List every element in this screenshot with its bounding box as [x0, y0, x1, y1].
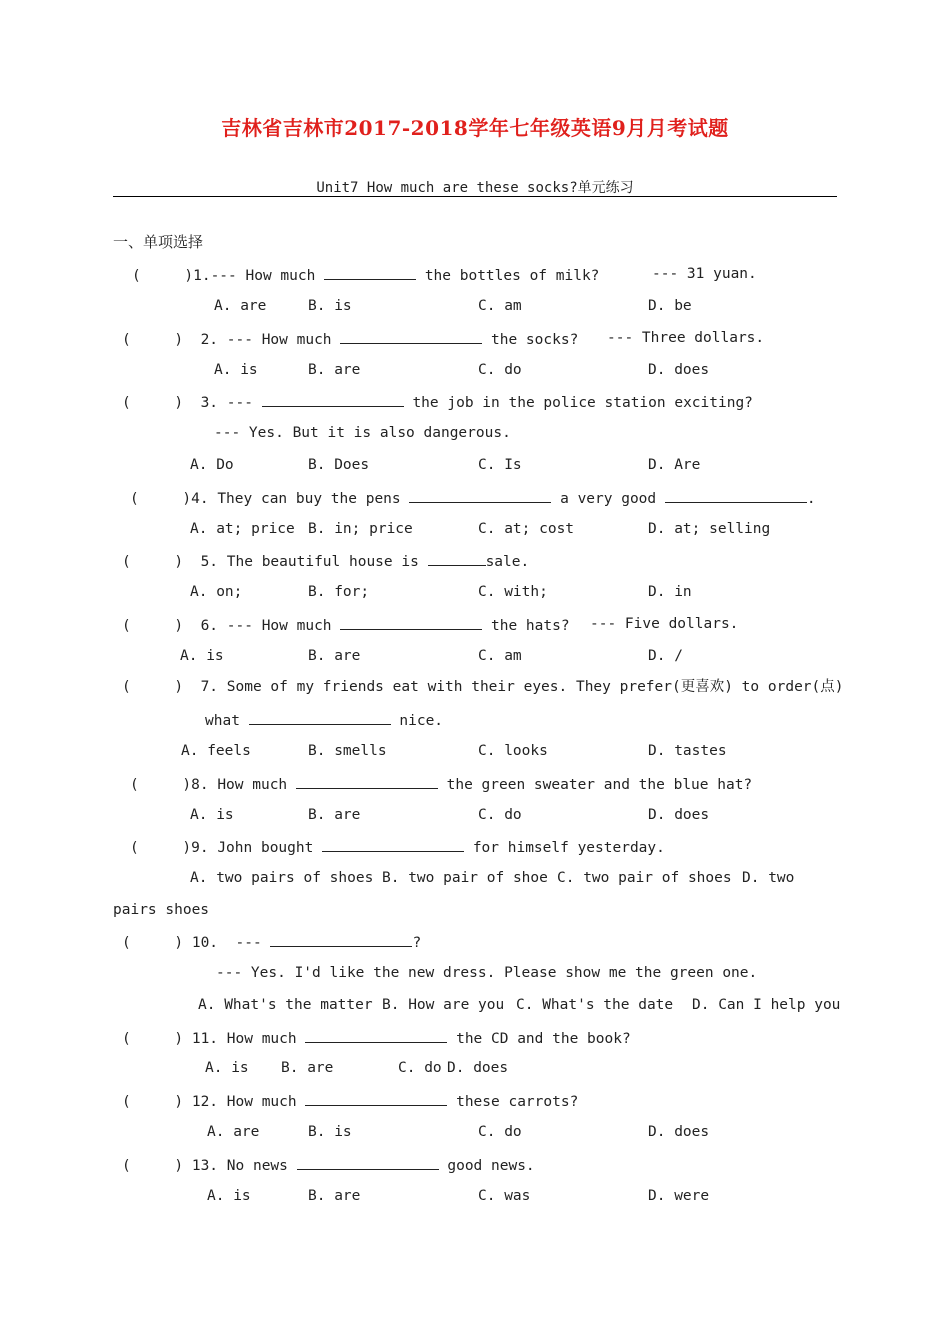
option-c: C. looks — [478, 743, 548, 759]
option-c: C. two pair of shoes — [557, 870, 732, 886]
option-d: D. tastes — [648, 743, 727, 759]
question-text: the job in the police station exciting? — [412, 395, 753, 411]
page-title: 吉林省吉林市2017-2018学年七年级英语9月月考试题 — [221, 116, 729, 140]
answer-paren: ( ) — [122, 679, 184, 695]
question-text: --- How much — [226, 332, 332, 348]
question-text: sale. — [485, 554, 530, 570]
option-d: D. in — [648, 584, 692, 600]
option-a: A. is — [214, 362, 258, 378]
option-c: C. do — [398, 1060, 442, 1076]
option-c: C. do — [478, 807, 522, 823]
question-text: They can buy the pens — [217, 491, 401, 507]
question-number: 13. — [191, 1158, 219, 1174]
question-text: for himself yesterday. — [472, 840, 665, 856]
answer-blank — [270, 931, 412, 947]
answer-paren: ( ) — [122, 395, 184, 411]
answer-blank — [296, 773, 438, 789]
question-text: these carrots? — [456, 1094, 579, 1110]
question-9 — [130, 836, 665, 858]
answer-blank — [340, 614, 482, 630]
question-text: what — [205, 713, 240, 729]
answer-paren: ( ) — [122, 332, 184, 348]
option-a: A. is — [205, 1060, 249, 1076]
question-text: --- How much — [210, 268, 316, 284]
question-text: How much — [217, 777, 288, 793]
option-d: D. two — [742, 870, 795, 886]
page-subtitle: Unit7 How much are these socks?单元练习 — [316, 180, 634, 196]
question-1-answer: --- 31 yuan. — [652, 266, 757, 282]
option-d: D. Are — [648, 457, 701, 473]
option-c: C. do — [478, 362, 522, 378]
answer-paren: ( ) — [132, 268, 194, 284]
question-number: 6. — [200, 618, 219, 634]
option-b: B. are — [308, 648, 361, 664]
option-a: A. is — [207, 1188, 251, 1204]
question-number: 3. — [200, 395, 219, 411]
option-d: D. does — [447, 1060, 509, 1076]
option-c: C. do — [478, 1124, 522, 1140]
question-text: --- — [235, 935, 262, 951]
question-5 — [122, 550, 529, 572]
question-number: 9. — [191, 840, 209, 856]
option-d: D. does — [648, 807, 710, 823]
option-b: B. for; — [308, 584, 370, 600]
question-3-reply: --- Yes. But it is also dangerous. — [214, 425, 511, 441]
option-b: B. are — [308, 1188, 361, 1204]
option-a: A. feels — [181, 743, 251, 759]
answer-paren: ( ) — [130, 840, 192, 856]
option-b: B. in; price — [308, 521, 413, 537]
question-text: the CD and the book? — [456, 1031, 631, 1047]
answer-blank — [305, 1027, 447, 1043]
option-b: B. are — [308, 807, 361, 823]
answer-blank — [409, 487, 551, 503]
option-d: D. / — [648, 648, 683, 664]
question-number: 1. — [193, 268, 211, 284]
question-text: The beautiful house is — [226, 554, 419, 570]
question-text: nice. — [399, 713, 444, 729]
answer-paren: ( ) — [122, 554, 184, 570]
question-text: the green sweater and the blue hat? — [446, 777, 753, 793]
option-a: A. are — [207, 1124, 260, 1140]
option-a: A. is — [190, 807, 234, 823]
answer-blank — [249, 709, 391, 725]
answer-blank — [665, 487, 807, 503]
question-text: the socks? — [491, 332, 579, 348]
answer-paren: ( ) — [130, 491, 192, 507]
answer-blank — [322, 836, 464, 852]
option-a: A. on; — [190, 584, 243, 600]
question-1 — [132, 264, 599, 286]
question-number: 10. — [191, 935, 219, 951]
option-b: B. are — [281, 1060, 334, 1076]
option-b: B. Does — [308, 457, 370, 473]
question-8 — [130, 773, 752, 795]
option-c: C. was — [478, 1188, 531, 1204]
option-b: B. is — [308, 298, 352, 314]
answer-paren: ( ) — [122, 1031, 184, 1047]
answer-paren: ( ) — [122, 618, 184, 634]
question-7 — [122, 677, 843, 697]
option-c: C. with; — [478, 584, 548, 600]
answer-blank — [340, 328, 482, 344]
option-a: A. is — [180, 648, 224, 664]
question-text: ? — [412, 935, 422, 951]
option-c: C. am — [478, 648, 522, 664]
question-number: 12. — [191, 1094, 219, 1110]
answer-paren: ( ) — [122, 1094, 184, 1110]
question-2-answer: --- Three dollars. — [607, 330, 765, 346]
question-number: 5. — [200, 554, 219, 570]
option-d: D. were — [648, 1188, 710, 1204]
question-number: 4. — [191, 491, 209, 507]
answer-paren: ( ) — [130, 777, 192, 793]
question-4 — [130, 487, 816, 509]
question-number: 8. — [191, 777, 209, 793]
option-b: B. smells — [308, 743, 387, 759]
question-text: the bottles of milk? — [424, 268, 600, 284]
option-c: C. am — [478, 298, 522, 314]
question-text: the hats? — [491, 618, 570, 634]
option-d: D. be — [648, 298, 692, 314]
question-text: --- — [226, 395, 253, 411]
question-6-answer: --- Five dollars. — [590, 616, 739, 632]
question-12 — [122, 1090, 578, 1112]
option-d-continued: pairs shoes — [113, 902, 210, 918]
option-b: B. is — [308, 1124, 352, 1140]
question-text: . — [806, 491, 816, 507]
answer-blank — [297, 1154, 439, 1170]
option-a: A. two pairs of shoes — [190, 870, 374, 886]
option-b: B. two pair of shoe — [382, 870, 548, 886]
option-b: B. How are you — [382, 997, 505, 1013]
question-number: 7. — [200, 679, 219, 695]
option-a: A. are — [214, 298, 267, 314]
option-d: D. does — [648, 1124, 710, 1140]
answer-paren: ( ) — [122, 1158, 184, 1174]
question-10-reply: --- Yes. I'd like the new dress. Please show me the green one. — [216, 965, 758, 981]
header-rule — [113, 196, 837, 197]
option-d: D. at; selling — [648, 521, 771, 537]
answer-paren: ( ) — [122, 935, 184, 951]
option-a: A. at; price — [190, 521, 295, 537]
option-c: C. Is — [478, 457, 522, 473]
option-a: A. What's the matter — [198, 997, 373, 1013]
question-text: How much — [226, 1094, 297, 1110]
answer-blank — [305, 1090, 447, 1106]
option-b: B. are — [308, 362, 361, 378]
option-d: D. does — [648, 362, 710, 378]
question-text: How much — [226, 1031, 297, 1047]
question-text: Some of my friends eat with their eyes. They prefer(更喜欢) to order(点) — [226, 679, 844, 695]
option-c: C. at; cost — [478, 521, 575, 537]
option-d: D. Can I help you — [692, 997, 841, 1013]
question-2 — [122, 328, 578, 350]
question-text: No news — [226, 1158, 288, 1174]
question-number: 11. — [191, 1031, 219, 1047]
question-text: a very good — [560, 491, 657, 507]
question-13 — [122, 1154, 535, 1176]
answer-blank — [324, 264, 416, 280]
question-7-continued — [205, 709, 443, 731]
question-text: John bought — [217, 840, 314, 856]
answer-blank — [428, 550, 486, 566]
option-a: A. Do — [190, 457, 234, 473]
question-text: --- How much — [226, 618, 332, 634]
question-3 — [122, 391, 753, 413]
question-11 — [122, 1027, 631, 1049]
question-10 — [122, 931, 421, 953]
option-c: C. What's the date — [516, 997, 674, 1013]
question-6 — [122, 614, 570, 636]
answer-blank — [262, 391, 404, 407]
question-text: good news. — [447, 1158, 535, 1174]
question-number: 2. — [200, 332, 219, 348]
section-heading: 一、单项选择 — [113, 233, 204, 251]
